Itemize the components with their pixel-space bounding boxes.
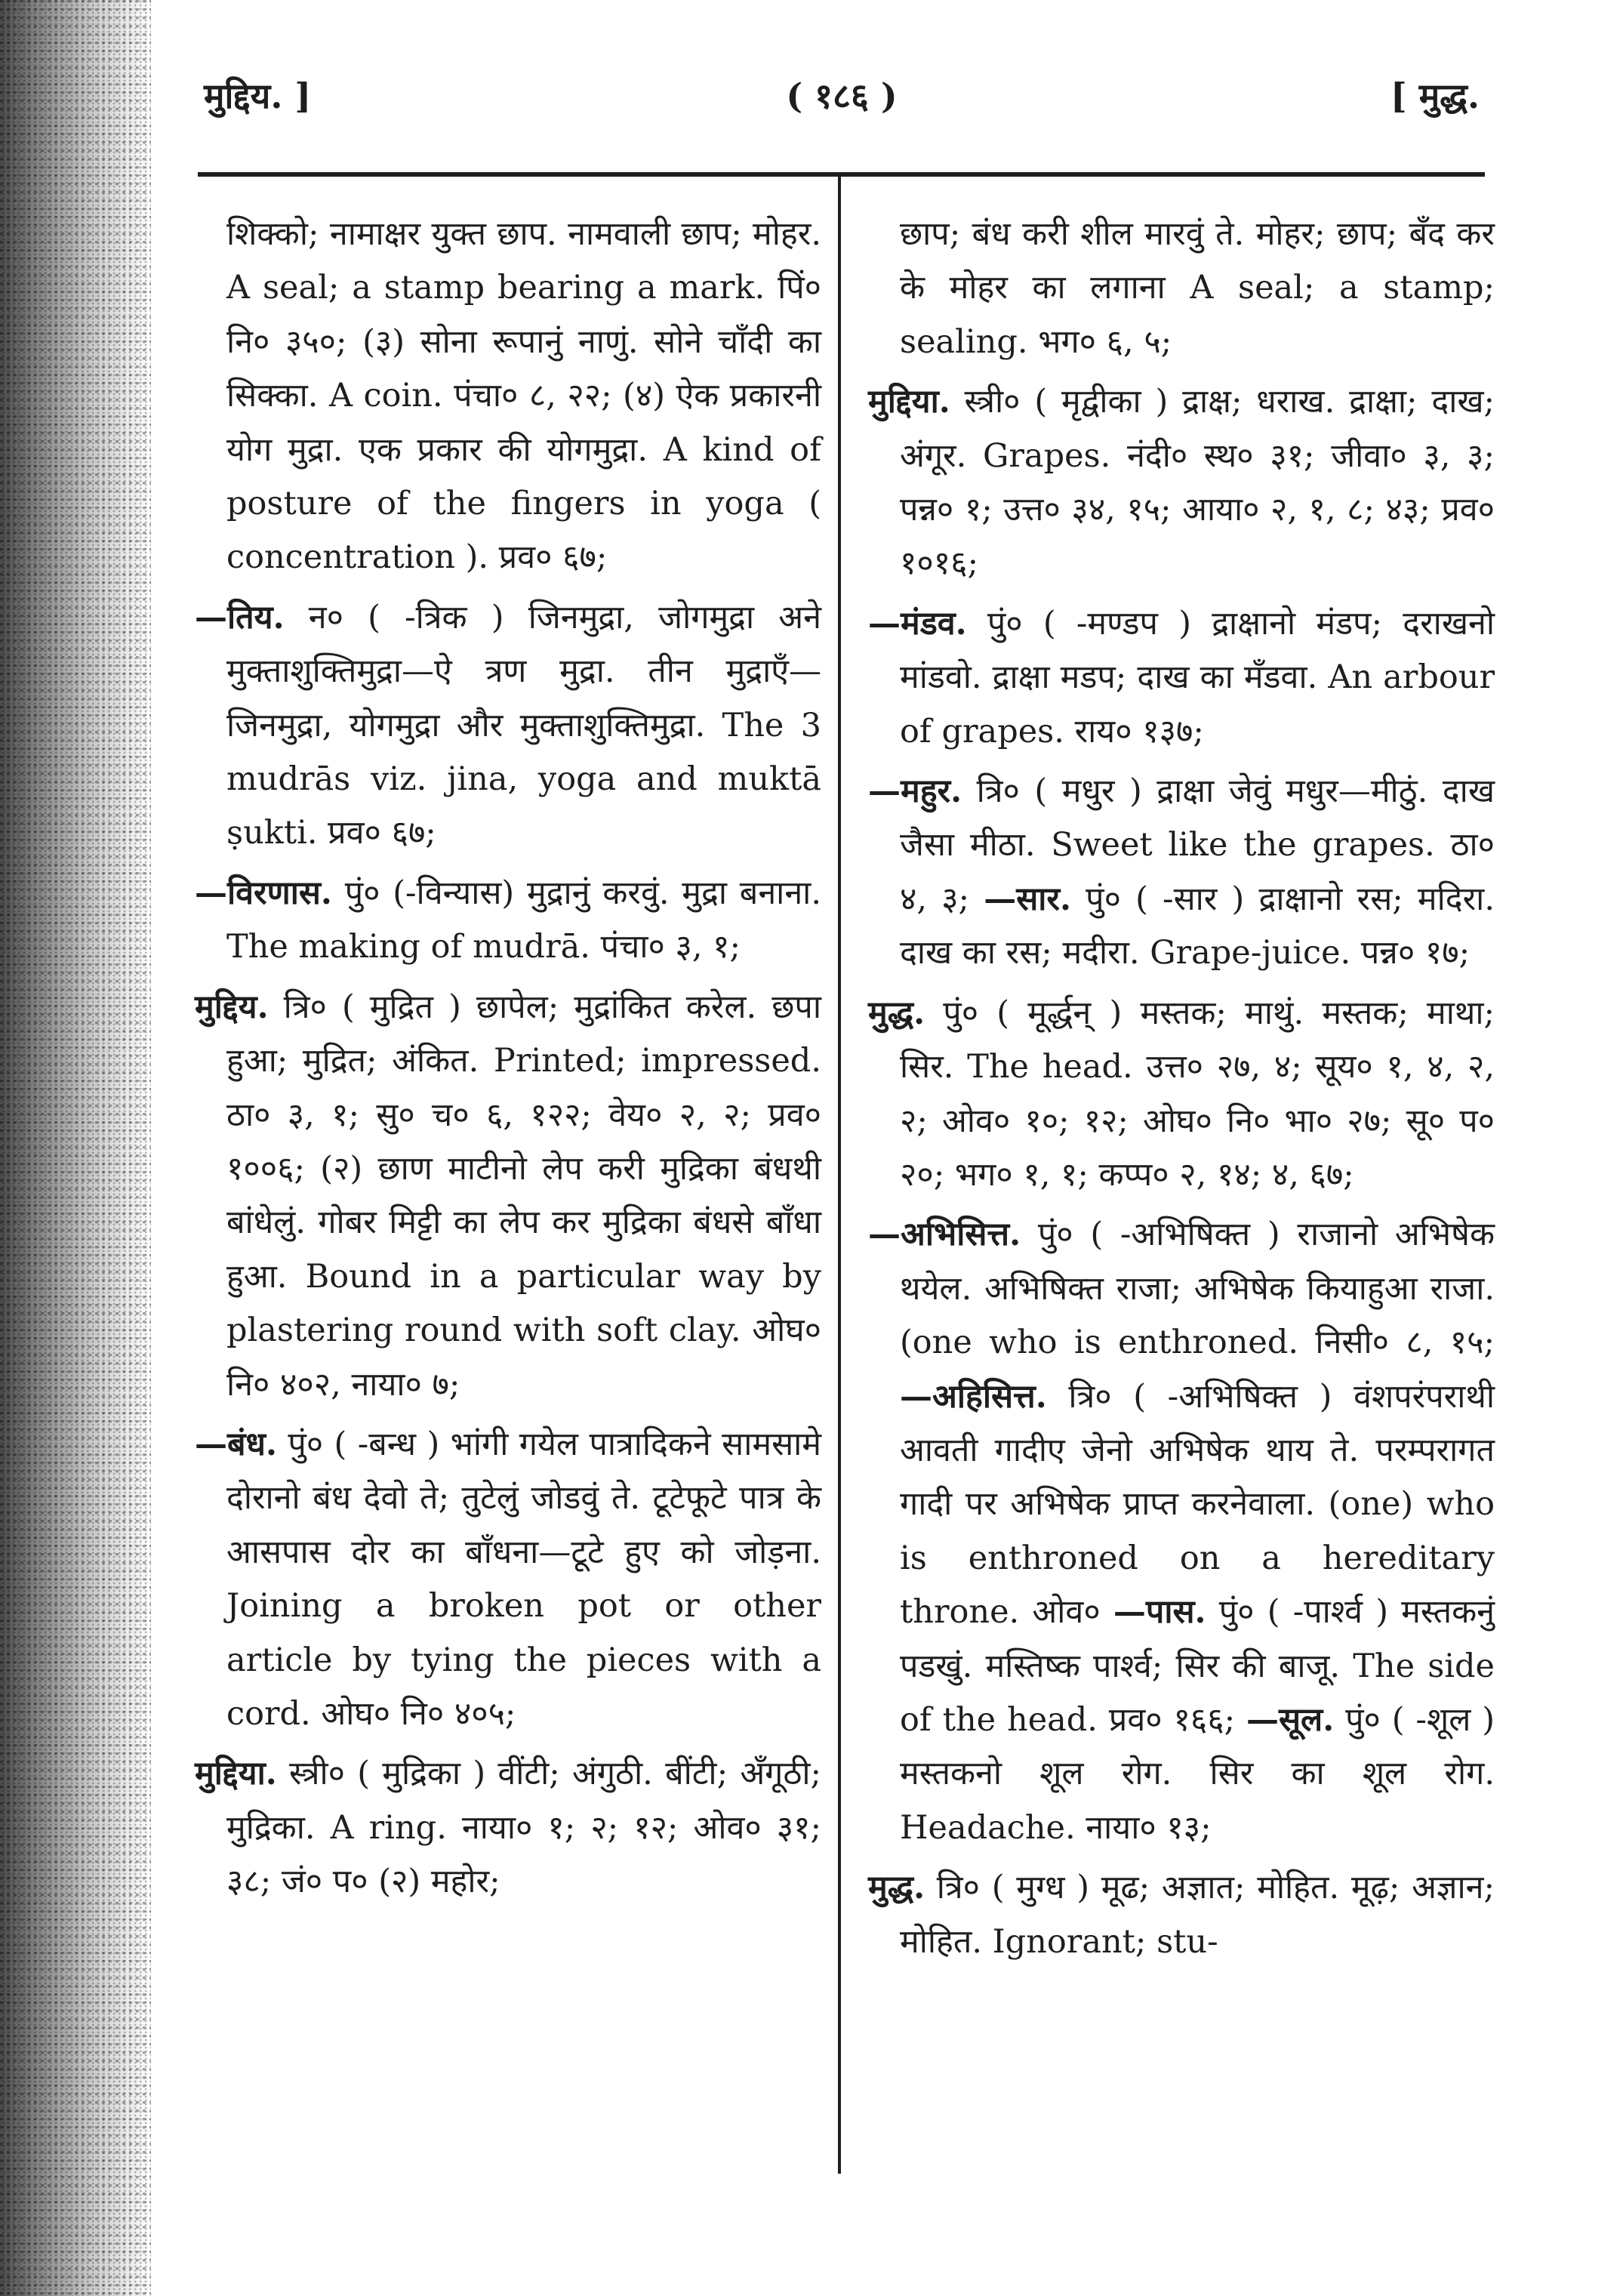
entry-text: स्त्री० ( मृद्वीका ) द्राक्ष; धराख. द्राक्षा; दाख; अंगूर. Grapes. नंदी० स्थ० ३१; जीवा० ३, ३; पन्न० १; उत्त० ३४, १५; आया० २, १, ८; ४३; प्रव० १०१६; (900, 383, 1495, 583)
headword: —अहिसित्त. (900, 1377, 1047, 1416)
entry-text: पुं० ( -सार ) द्राक्षानो रस; मदिरा. दाख का रस; मदीरा. Grape-juice. पन्न० १७; (900, 880, 1495, 972)
page-header (204, 72, 1480, 140)
headword: —अभिसित्त. (868, 1216, 1021, 1254)
headword: —सार. (984, 880, 1071, 918)
entry-text: पुं० ( मूर्द्धन् ) मस्तक; माथुं. मस्तक; माथा; सिर. The head. उत्त० २७, ४; सूय० १, ४, २, २; ओव० १०; १२; ओघ० नि० भा० २७; सू० प० २०; भग० १, १; कप्प० २, १४; ४, ६७; (900, 994, 1495, 1194)
headword: मुद्दिया. (195, 1755, 277, 1793)
sub-entry (868, 765, 1495, 981)
entry-text: त्रि० ( मधुर ) द्राक्षा जेवुं मधुर—मीठुं. दाख जैसा मीठा. Sweet like the grapes. ठा० ४, ३; (900, 772, 1495, 918)
header-rule (198, 172, 1485, 177)
entry-continuation (868, 208, 1495, 369)
headword: मुद्दिय. (195, 988, 269, 1026)
left-column (195, 208, 821, 1915)
headword: मुद्ध. (868, 994, 925, 1032)
headword: —तिय. (195, 598, 285, 636)
headword: —सूल. (1246, 1700, 1335, 1739)
entry-text: पुं० ( -पार्श्व ) मस्तकनुं पडखुं. मस्तिष्क पार्श्व; सिर की बाजू. The side of the head. प्रव० १६६; (900, 1593, 1495, 1739)
sub-entry (868, 1208, 1495, 1855)
entry-text: पुं० (-विन्यास) मुद्रानुं करवुं. मुद्रा बनाना. The making of mudrā. पंचा० ३, १; (226, 874, 821, 966)
header-left-guideword: मुद्दिय. ] (204, 76, 312, 116)
sub-entry (868, 597, 1495, 759)
entry-text: पुं० ( -शूल ) मस्तकनो शूल रोग. सिर का शूल रोग. Headache. नाया० १३; (900, 1700, 1495, 1847)
column-divider (838, 177, 841, 2174)
entry-text: त्रि० ( मुग्ध ) मूढ; अज्ञात; मोहित. मूढ़; अज्ञान; मोहित. Ignorant; stu- (900, 1869, 1495, 1961)
headword: —विरणास. (195, 874, 332, 912)
sub-entry (195, 591, 821, 861)
entry-text: त्रि० ( -अभिषिक्त ) वंशपरंपराथी आवती गादीए जेनो अभिषेक थाय ते. परम्परागत गादी पर अभिषेक प्राप्त करनेवाला. (one) who is enthroned on a hereditary throne. ओव० (900, 1377, 1495, 1632)
headword: —पास. (1113, 1593, 1206, 1632)
headword: मुद्ध. (868, 1869, 925, 1907)
headword: —मंडव. (868, 604, 967, 643)
dictionary-entry (195, 981, 821, 1412)
headword: मुद्दिया. (868, 383, 950, 421)
dictionary-entry (195, 1747, 821, 1909)
dictionary-entry (868, 375, 1495, 591)
entry-text: पुं० ( -मण्डप ) द्राक्षानो मंडप; दराखनो मांडवो. द्राक्षा मडप; दाख का मँडवा. An arbour of grapes. राय० १३७; (900, 604, 1495, 750)
entry-text: त्रि० ( मुद्रित ) छापेल; मुद्रांकित करेल. छपा हुआ; मुद्रित; अंकित. Printed; impressed. ठा० ३, १; सु० च० ६, १२२; वेय० २, २; प्रव० १००६; (२) छाण माटीनो लेप करी मुद्रिका बंधथी बांधेलुं. गोबर मिट्टी का लेप कर मुद्रिका बंधसे बाँधा हुआ. Bound in a particular way by plastering round with soft clay. ओघ० नि० ४०२, नाया० ७; (226, 988, 821, 1404)
page-number: ( १८६ ) (786, 76, 898, 116)
right-column (868, 208, 1495, 1975)
entry-text: पुं० ( -बन्ध ) भांगी गयेल पात्रादिकने सामसामे दोरानो बंध देवो ते; तुटेलुं जोडवुं ते. टूटेफूटे पात्र के आसपास दोर का बाँधना—टूटे हुए को जोड़ना. Joining a broken pot or other article by tying the pieces with a cord. ओघ० नि० ४०५; (226, 1425, 821, 1733)
headword: —बंध. (195, 1425, 277, 1463)
headword: —महुर. (868, 772, 962, 811)
dictionary-entry (868, 987, 1495, 1203)
entry-text: पुं० ( -अभिषिक्त ) राजानो अभिषेक थयेल. अभिषिक्त राजा; अभिषेक कियाहुआ राजा. (one who is enthroned. निसी० ८, १५; (900, 1216, 1495, 1362)
entry-text: न० ( -त्रिक ) जिनमुद्रा, जोगमुद्रा अने मुक्ताशुक्तिमुद्रा—ऐ त्रण मुद्रा. तीन मुद्राएँ—जिनमुद्रा, योगमुद्रा और मुक्ताशुक्तिमुद्रा. The 3 mudrās viz. jina, yoga and muktā ṣukti. प्रव० ६७; (226, 598, 821, 852)
entry-text: छाप; बंध करी शील मारवुं ते. मोहर; छाप; बँद कर के मोहर का लगाना A seal; a stamp; sealing. भग० ६, ५; (900, 215, 1495, 361)
dictionary-entry (868, 1861, 1495, 1969)
entry-continuation (195, 208, 821, 585)
sub-entry (195, 867, 821, 975)
entry-text: शिक्को; नामाक्षर युक्त छाप. नामवाली छाप; मोहर. A seal; a stamp bearing a mark. पिं० नि० ३५०; (३) सोना रूपानुं नाणुं. सोने चाँदी का सिक्का. A coin. पंचा० ८, २२; (४) ऐक प्रकारनी योग मुद्रा. एक प्रकार की योगमुद्रा. A kind of posture of the fingers in yoga ( concentration ). प्रव० ६७; (226, 215, 821, 577)
book-binding-shadow (0, 0, 151, 2296)
entry-text: स्त्री० ( मुद्रिका ) वींटी; अंगुठी. बींटी; अँगूठी; मुद्रिका. A ring. नाया० १; २; १२; ओव० ३१; ३८; जं० प० (२) महोर; (226, 1755, 821, 1901)
sub-entry (195, 1418, 821, 1741)
header-right-guideword: [ मुद्ध. (1390, 76, 1480, 116)
